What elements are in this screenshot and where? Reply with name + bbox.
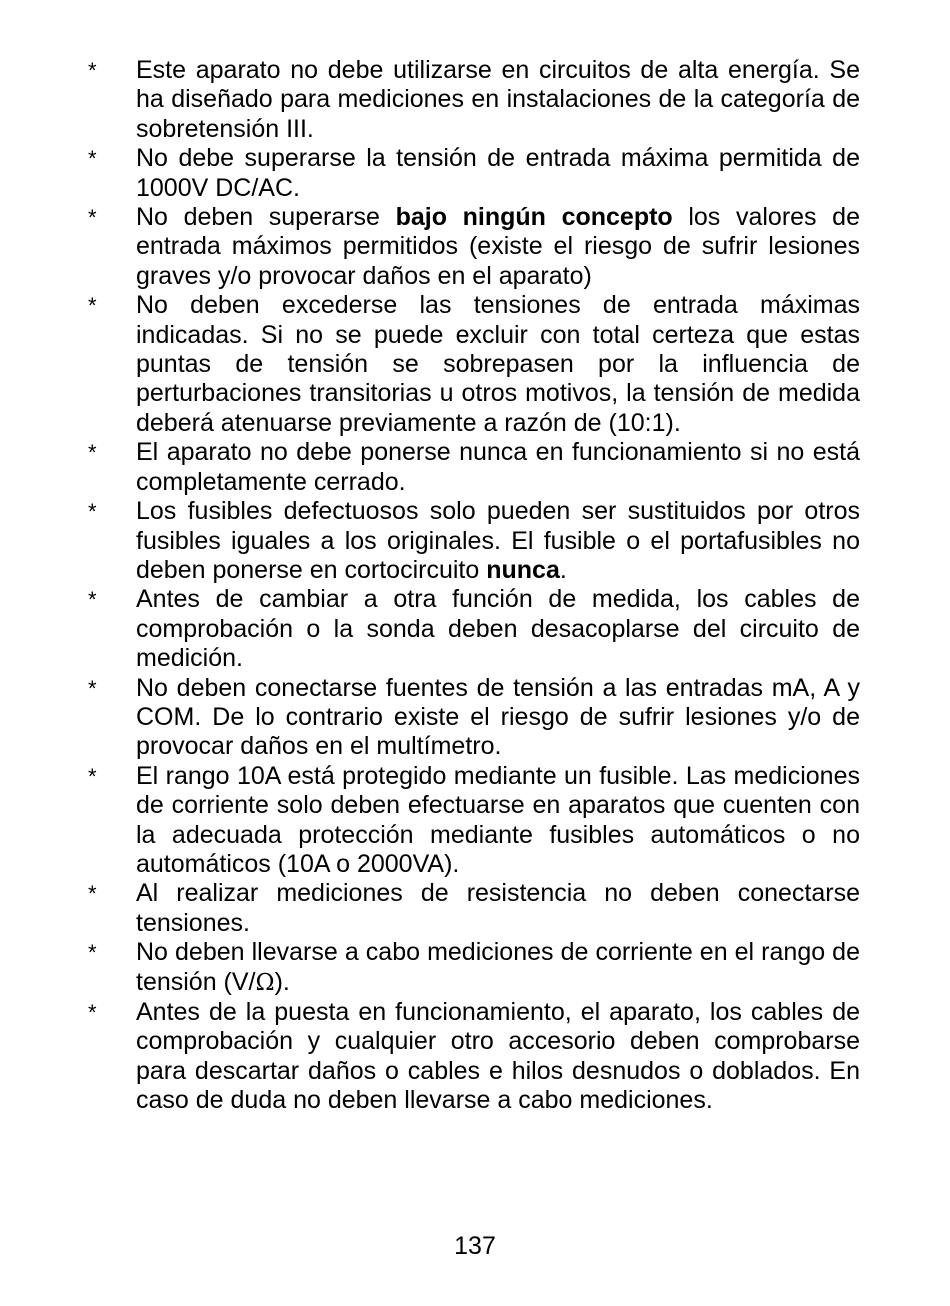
list-item — [88, 438, 860, 497]
emphasis-text: bajo ningún concepto — [395, 203, 673, 232]
list-item — [88, 674, 860, 762]
list-item-text: Antes de cambiar a otra función de medida, los cables de comprobación o la sonda deben desacoplarse del circuito de medición. — [136, 585, 860, 673]
bullet-marker: * — [88, 940, 97, 966]
page-number: 137 — [454, 1232, 496, 1260]
list-item-text: Este aparato no debe utilizarse en circuitos de alta energía. Se ha diseñado para mediciones en instalaciones de la categoría de sobretensión III. — [136, 56, 860, 143]
list-item-text: Al realizar mediciones de resistencia no deben conectarse tensiones. — [136, 879, 860, 937]
bullet-marker: * — [88, 293, 97, 319]
list-item — [88, 203, 860, 291]
list-item-text: El aparato no debe ponerse nunca en funcionamiento si no está completamente cerrado. — [136, 438, 860, 496]
list-item — [88, 56, 860, 144]
emphasis-text: nunca — [486, 555, 560, 584]
list-item-text-start: Los fusibles defectuosos solo pueden ser sustituidos por otros fusibles iguales a los originales. El fusible o el portafusibles no deben ponerse en cortocircuito — [136, 497, 860, 584]
list-item — [88, 879, 860, 938]
bullet-marker: * — [88, 881, 97, 907]
list-item — [88, 762, 860, 880]
bullet-marker: * — [88, 1000, 97, 1025]
bullet-marker: * — [88, 440, 97, 466]
list-item-text-end: los valores de entrada máximos permitidos (existe el riesgo de sufrir lesiones graves y/o provocar daños en el aparato) — [136, 203, 860, 290]
list-item-text — [136, 203, 860, 291]
list-item-text-end: ). — [274, 967, 290, 996]
list-item-text: El rango 10A está protegido mediante un fusible. Las mediciones de corriente solo deben efectuarse en aparatos que cuenten con la adecuada protección mediante fusibles automáticos o no automáticos (10A o 2000VA). — [136, 761, 860, 878]
bullet-marker: * — [88, 58, 97, 83]
list-item-text: No deben conectarse fuentes de tensión a las entradas mA, A y COM. De lo contrario existe el riesgo de sufrir lesiones y/o de provocar daños en el multímetro. — [136, 673, 860, 761]
bullet-marker: * — [88, 763, 97, 789]
list-item-text-start: No deben superarse — [136, 203, 396, 232]
list-item-text-end: . — [559, 555, 567, 584]
list-item — [88, 144, 860, 203]
bullet-marker: * — [88, 675, 97, 701]
bullet-marker: * — [88, 587, 97, 613]
bullet-marker: * — [88, 499, 97, 525]
list-item-text: No deben excederse las tensiones de entrada máximas indicadas. Si no se puede excluir con total certeza que estas puntas de tensión se sobrepasen por la influencia de perturbaciones transitorias u otros motivos, la tensión de medida deberá atenuarse previamente a razón de (10:1). — [136, 291, 860, 437]
list-item-text: No debe superarse la tensión de entrada máxima permitida de 1000V DC/AC. — [136, 144, 860, 202]
list-item — [88, 497, 860, 585]
list-item — [88, 291, 860, 438]
list-item-text — [136, 938, 860, 998]
bullet-marker: * — [88, 146, 97, 172]
list-item — [88, 938, 860, 998]
list-item-text: Antes de la puesta en funcionamiento, el aparato, los cables de comprobación y cualquier otro accesorio deben comprobarse para descartar daños o cables e hilos desnudos o doblados. En caso de duda no deben llevarse a cabo mediciones. — [136, 998, 860, 1115]
list-item — [88, 585, 860, 673]
bullet-marker: * — [88, 205, 97, 231]
list-item-text — [136, 497, 860, 585]
list-item — [88, 998, 860, 1116]
list-item-text-start: No deben llevarse a cabo mediciones de corriente en el rango de tensión (V/ — [136, 938, 860, 996]
omega-symbol: Ω — [255, 969, 275, 996]
safety-instructions-list — [88, 56, 860, 1116]
